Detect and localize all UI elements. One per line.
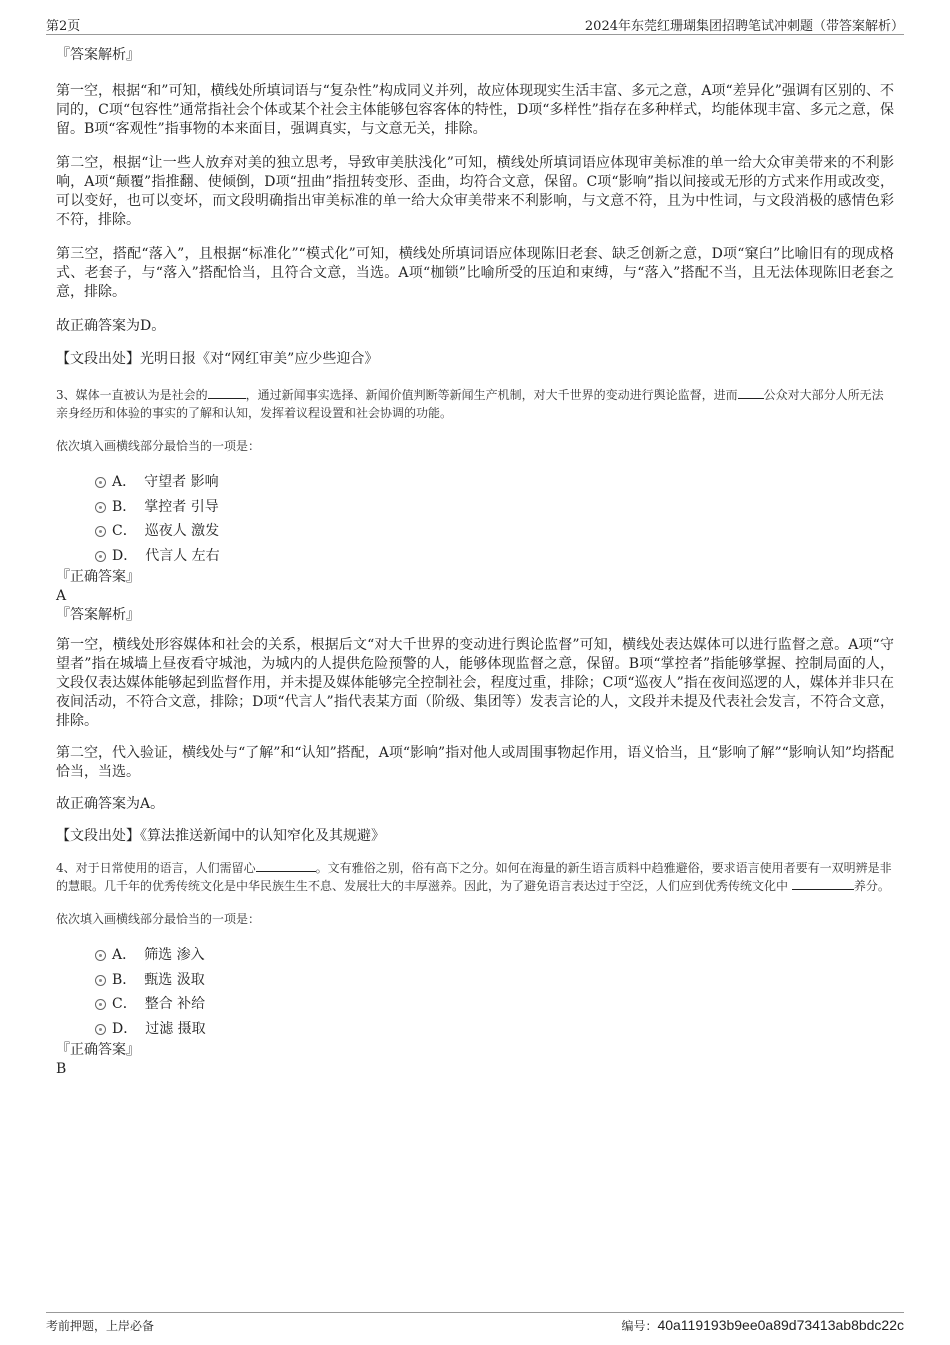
analysis-paragraph: 第二空，根据“让一些人放弃对美的独立思考，导致审美肤浅化”可知，横线处所填词语应体现审美标准的单一给大众审美带来的不利影响，A项“颠覆”指推翻、使倾倒，D项“扭曲”指扭转变形、歪曲，均符合文意，保留。C项“影响”指以间接或无形的方式来作用或改变，可以变好，也可以变坏，而文段明确指出审美标准的单一给大众审美带来不利影响，与文意不符，且为中性词，与文段消极的感情色彩不符，排除。 — [56, 155, 894, 228]
question-4-stem: 4、对于日常使用的语言，人们需留心 。文有雅俗之别，俗有高下之分。如何在海量的新生语言质料中趋雅避俗，要求语言使用者要有一双明辨是非的慧眼。几千年的优秀传统文化是中华民族生生不息、发展壮大的丰厚滋养。因此，为了避免语言表达过于空泛，人们应到优秀传统文化中 养分。 — [56, 861, 892, 893]
document-code: 编号：40a119193b9ee0a89d73413ab8bdc22c — [621, 1317, 904, 1333]
correct-answer: B — [56, 1061, 67, 1077]
analysis-paragraph: 第一空，横线处形容媒体和社会的关系，根据后文“对大千世界的变动进行舆论监督”可知，横线处表达媒体可以进行监督之意。A项“守望者”指在城墙上昼夜看守城池，为城内的人提供危险预警的人，能够体现监督之意，保留。B项“掌控者”指能够掌握、控制局面的人，文段仅表达媒体能够起到监督作用，并未提及媒体能够完全控制社会，程度过重，排除；C项“巡夜人”指在夜间巡逻的人，媒体并非只在夜间活动，不符合文意，排除；D项“代言人”指代表某方面（阶级、集团等）发表言论的人，文段并未提及代表社会发言，不符合文意，排除。 — [56, 637, 894, 729]
blank-line — [256, 859, 316, 872]
option-d[interactable]: D． 过滤 摄取 — [56, 1017, 894, 1042]
document-title: 2024年东莞红珊瑚集团招聘笔试冲刺题（带答案解析） — [584, 19, 904, 34]
question-3-options — [56, 470, 894, 568]
question-3-stem: 3、媒体一直被认为是社会的 ，通过新闻事实选择、新闻价值判断等新闻生产机制，对大千世界的变动进行舆论监督，进而 公众对大部分人所无法亲身经历和体验的事实的了解和认知，发挥着议程设置和社会协调的功能。 — [56, 388, 884, 420]
option-c[interactable]: C． 整合 补给 — [56, 992, 894, 1017]
page-footer — [46, 1312, 904, 1337]
radio-icon[interactable] — [95, 950, 106, 961]
correct-answer-label: 『正确答案』 — [56, 569, 140, 585]
radio-icon[interactable] — [95, 502, 106, 513]
blank-line — [738, 386, 764, 399]
page-header — [46, 12, 904, 35]
analysis-paragraph: 第一空，根据“和”可知，横线处所填词语与“复杂性”构成同义并列，故应体现现实生活丰富、多元之意，A项“差异化”强调有区别的、不同的，C项“包容性”通常指社会个体或某个社会主体能够包容客体的特性，D项“多样性”指存在多种样式，均能体现丰富、多元之意，保留。B项“客观性”指事物的本来面目，强调真实，与文意无关，排除。 — [56, 83, 894, 137]
question-4-prompt: 依次填入画横线部分最恰当的一项是： — [56, 912, 261, 926]
passage-source: 【文段出处】《算法推送新闻中的认知窄化及其规避》 — [56, 828, 385, 844]
radio-icon[interactable] — [95, 1024, 106, 1035]
radio-icon[interactable] — [95, 975, 106, 986]
analysis-paragraph: 第三空，搭配“落入”，且根据“标准化”“模式化”可知，横线处所填词语应体现陈旧老套、缺乏创新之意，D项“窠臼”比喻旧有的现成格式、老套子，与“落入”搭配恰当，且符合文意，当选。A项“枷锁”比喻所受的压迫和束缚，与“落入”搭配不当，且无法体现陈旧老套之意，排除。 — [56, 246, 894, 300]
analysis-label: 『答案解析』 — [56, 607, 140, 623]
question-3-prompt: 依次填入画横线部分最恰当的一项是： — [56, 439, 261, 453]
blank-line — [208, 386, 246, 399]
passage-source: 【文段出处】光明日报《对“网红审美”应少些迎合》 — [56, 351, 379, 367]
blank-line — [792, 877, 854, 890]
radio-icon[interactable] — [95, 551, 106, 562]
question-4-options — [56, 943, 894, 1041]
analysis-paragraph: 第二空，代入验证，横线处与“了解”和“认知”搭配，A项“影响”指对他人或周围事物起作用，语义恰当，且“影响了解”“影响认知”均搭配恰当，当选。 — [56, 745, 894, 780]
correct-answer-label: 『正确答案』 — [56, 1042, 140, 1058]
answer-conclusion: 故正确答案为A。 — [56, 796, 165, 812]
radio-icon[interactable] — [95, 477, 106, 488]
option-c[interactable]: C． 巡夜人 激发 — [56, 519, 894, 544]
radio-icon[interactable] — [95, 999, 106, 1010]
option-b[interactable]: B． 掌控者 引导 — [56, 495, 894, 520]
main-content — [56, 40, 894, 1079]
option-b[interactable]: B． 甄选 汲取 — [56, 968, 894, 993]
option-d[interactable]: D． 代言人 左右 — [56, 544, 894, 569]
page-number: 第2页 — [46, 19, 81, 34]
radio-icon[interactable] — [95, 526, 106, 537]
option-a[interactable]: A． 守望者 影响 — [56, 470, 894, 495]
option-a[interactable]: A． 筛选 渗入 — [56, 943, 894, 968]
answer-conclusion: 故正确答案为D。 — [56, 318, 166, 334]
analysis-label: 『答案解析』 — [56, 47, 140, 63]
correct-answer: A — [56, 588, 67, 604]
footer-slogan: 考前押题，上岸必备 — [46, 1319, 155, 1333]
